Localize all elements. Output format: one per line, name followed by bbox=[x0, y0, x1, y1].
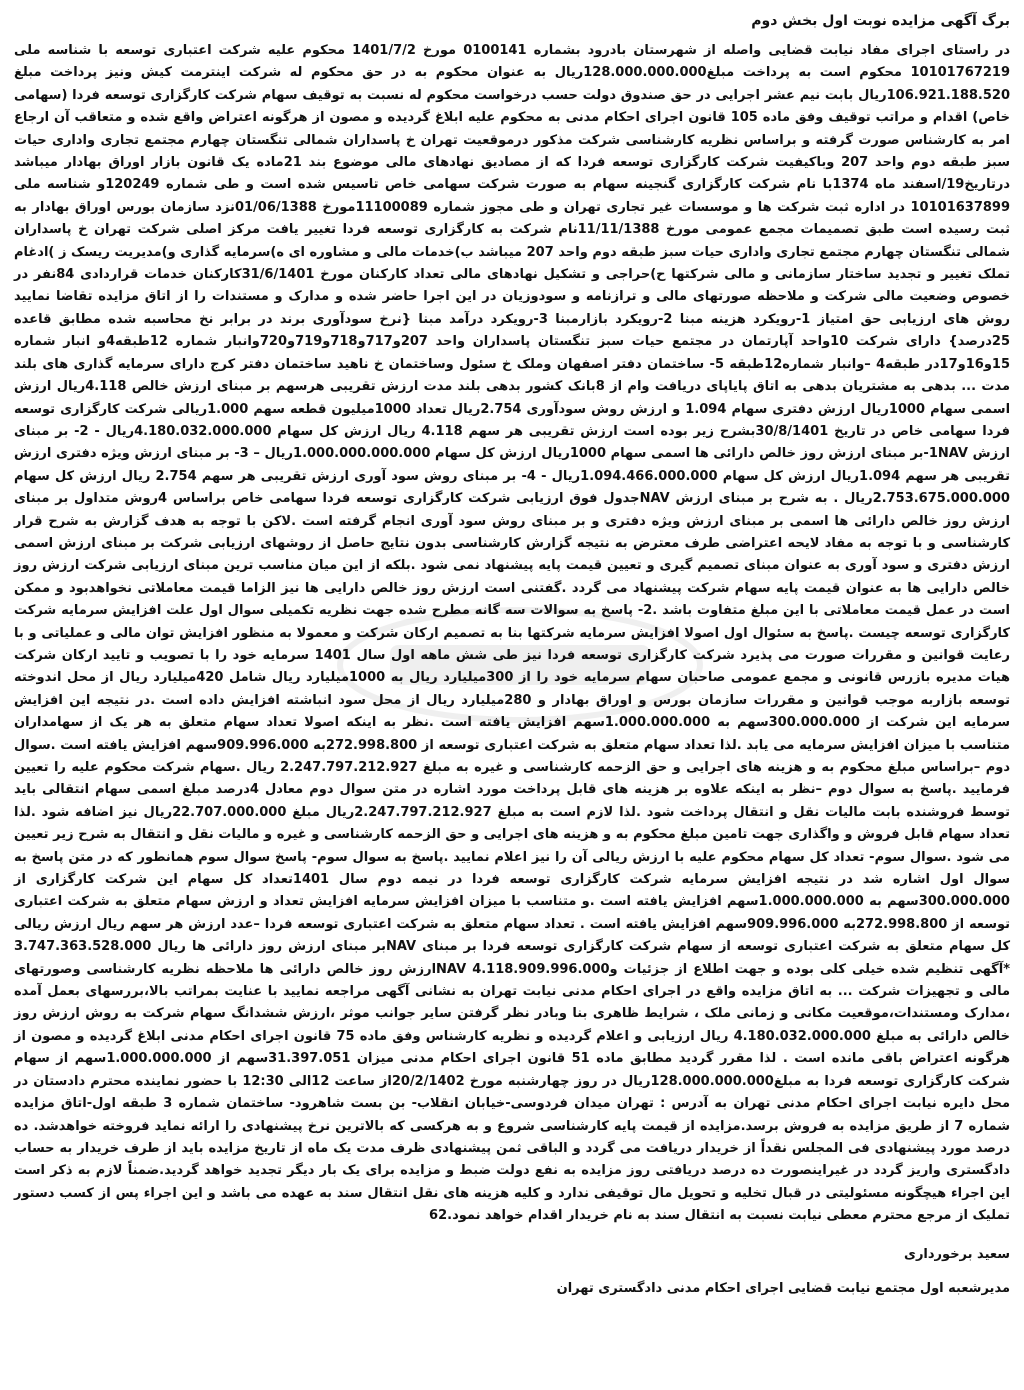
notice-body: در راستای اجرای مفاد نیابت قضایی واصله از شهرستان بادرود بشماره 0100141 مورخ 1401/7/2 محکوم علیه شرکت اعتباری توسعه با شناسه ملی 10101767219 محکوم است به پرداخت مبلغ128.000.000.000ریال به عنوان محکوم به در حق محکوم له شرکت اینترمت کیش ونیز پرداخت مبلغ 106.921.188.520ریال بابت نیم عشر اجرایی در حق صندوق دولت حسب درخواست محکوم له نسبت به توقیف سهام شرکت کارگزاری توسعه فردا (سهامی خاص) اقدام و مراتب توقیف وفق ماده 105 قانون اجرای احکام مدنی به محکوم علیه ابلاغ گردیده و مصون از هرگونه اعتراض واقع شده و متعاقب آن ارجاع امر به کارشناس صورت گرفته و براساس نظریه کارشناسی شرکت مذکور درموقعیت تهران خ پاسداران شمالی تنگستان چهارم مجتمع تجاری واداری حیات سبز طبقه دوم واحد 207 وباکیفیت شرکت کارگزاری توسعه فردا که از مصادیق نهادهای مالی موضوع بند 21ماده یک قانون بازار اوراق بهادار میباشد درتاریخ19/اسفند ماه 1374با نام شرکت کارگزاری گنجینه سهام به صورت شرکت سهامی خاص تاسیس شده است و طی شماره 120249و شناسه ملی 10101637899 در اداره ثبت شرکت ها و موسسات غیر تجاری تهران و طی مجوز شماره 11100089مورخ 01/06/1388نزد سازمان بورس اوراق بهادار به ثبت رسیده است طبق تصمیمات مجمع عمومی مورخ 11/11/1388نام شرکت به کارگزاری توسعه فردا تغییر یافت مرکز اصلی شرکت تهران خ پاسداران شمالی تنگستان چهارم مجتمع تجاری واداری حیات سبز طبقه دوم واحد 207 میباشد ب)خدمات مالی و مشاوره ای ه)سرمایه گذاری و)مدیریت ریسک ز )ادغام تملک تغییر و تجدید ساختار سازمانی و مالی شرکتها ح)حراجی و تشکیل نهادهای مالی تعداد کارکنان مورخ 31/6/1401کارکنان خدمات قراردادی 84نفر در خصوص وضعیت مالی شرکت و ملاحظه صورتهای مالی و ترازنامه و سودوزیان در این اجرا حاضر شده و مدارک و مستندات را از اتاق مزایده تقاضا نمایید روش های ارزیابی حق امتیاز 1-رویکرد هزینه مبنا 2-رویکرد بازارمبنا 3-رویکرد درآمد مبنا {نرخ سودآوری برند در برابر نخ محاسبه شده مطابق قاعده 25درصد} دارای شرکت 10واحد آپارتمان در مجتمع حیات سبز تنگستان پاسداران واحد 207و717و718و719و720وانبار شماره 12طبقه4و انبار شماره 15و16و17در طبقه4 –وانبار شماره12طبقه 5- ساختمان دفتر اصفهان وملک خ سئول وساختمان خ ناهید ساختمان دفتر کرج دارای سرمایه گذاری های بلند مدت ... بدهی به مشتریان بدهی به اتاق پایاپای دریافت وام از 8بانک کشور بدهی بلند مدت ارزش تقریبی هرسهم بر مبنای ارزش خالص 4.118ریال ارزش اسمی سهام 1000ریال ارزش دفتری سهام 1.094 و ارزش روش سودآوری 2.754ریال تعداد 1000میلیون قطعه سهم 1.000ریالی شرکت کارگزاری توسعه فردا سهامی خاص در تاریخ 30/8/1401بشرح زیر بوده است ارزش تقریبی هر سهم 4.118 ریال ارزش کل سهام 4.180.032.000.000ریال - 2- بر مبنای ارزش 1NAV-بر مبنای ارزش روز خالص دارائی ها اسمی سهام 1000ریال ارزش کل سهام 1.000.000.000.000ریال – 3- بر مبنای ارزش ویژه دفتری ارزش تقریبی هر سهم 1.094ریال ارزش کل سهام 1.094.466.000.000ریال - 4- بر مبنای روش سود آوری ارزش تقریبی هر سهم 2.754 ریال ارزش کل سهام 2.753.675.000.000ریال . به شرح بر مبنای ارزش NAVجدول فوق ارزیابی شرکت کارگزاری توسعه فردا سهامی خاص براساس 4روش متداول بر مبنای ارزش روز خالص دارائی ها اسمی بر مبنای ارزش ویژه دفتری و بر مبنای روش سود آوری انجام گرفته است .لاکن با توجه به هدف گزارش به شرح قرار کارشناسی و با توجه به مفاد لایحه اعتراضی طرف معترض به نتیجه گزارش کارشناسی بدون نتایج حاصل از روشهای ارزیابی شرکت بر مبنای ارزش اسمی ارزش دفتری و سود آوری به عنوان مبنای تصمیم گیری و تعیین قیمت پایه پیشنهاد نمی شود .بلکه از این میان مناسب ترین مبنای ارزیابی شرکت ارزش روز خالص دارایی ها به عنوان قیمت پایه سهام شرکت پیشنهاد می گردد .گفتنی است ارزش روز خالص دارایی ها نیز الزاما قیمت معاملاتی نخواهدبود و ممکن است در عمل قیمت معاملاتی با این مبلغ متفاوت باشد .2- پاسخ به سوالات سه گانه مطرح شده جهت نظریه تکمیلی سوال اول علت افزایش سرمایه شرکت کارگزاری توسعه چیست .پاسخ به سئوال اول اصولا افزایش سرمایه شرکتها بنا به تصمیم ارکان شرکت و معمولا به منظور افزایش توان مالی و عملیاتی و با رعایت قوانین و مقررات صورت می پذیرد شرکت کارگزاری توسعه فردا نیز طی شش ماهه اول سال 1401 سرمایه خود را با تصویب و تایید ارکان شرکت هیات مدیره بازرس قانونی و مجمع عمومی صاحبان سهام سرمایه خود را از 300میلیارد ریال به 1000میلیارد ریال شامل 420میلیارد ریال از محل اندوخته توسعه بازاربه موجب قوانین و مقررات سازمان بورس و اوراق بهادار و 280میلیارد ریال از محل سود انباشته افزایش داده است .در نتیجه این افزایش سرمایه این شرکت از 300.000.000سهم به 1.000.000.000سهم افزایش یافته است .نظر به اینکه اصولا تعداد سهام متعلق به هر یک از سهامداران متناسب با میزان افزایش سرمایه می یابد .لذا تعداد سهام متعلق به شرکت اعتباری توسعه از 272.998.800به 909.996.000سهم افزایش یافته است .سوال دوم –براساس مبلغ محکوم به و هزینه های اجرایی و حق الزحمه کارشناسی و غیره به مبلغ 2.247.797.212.927 ریال .سهام شرکت محکوم علیه را تعیین فرمایید .پاسخ به سوال دوم –نظر به اینکه علاوه بر هزینه های قابل پرداخت مورد اشاره در متن سوال دوم معادل 4درصد مبلغ اسمی سهام انتقالی باید توسط فروشنده بابت مالیات نقل و انتقال پرداخت شود .لذا لازم است به مبلغ 2.247.797.212.927ریال مبلغ 22.707.000.000ریال نیز اضافه شود .لذا تعداد سهام قابل فروش و واگذاری جهت تامین مبلغ محکوم به و هزینه های اجرایی و حق الزحمه کارشناسی و غیره و مالیات نقل و انتقال به شرح زیر تعیین می شود .سوال سوم- تعداد کل سهام محکوم علیه با ارزش ریالی آن را نیز اعلام نمایید .پاسخ به سوال سوم- پاسخ سوال سوم همانطور که در متن پاسخ به سوال اول اشاره شد در نتیجه افزایش سرمایه شرکت کارگزاری توسعه فردا در نیمه دوم سال 1401تعداد کل سهام این شرکت کارگزاری از 300.000.000سهم به 1.000.000.000سهم افزایش یافته است .و متناسب با میزان افزایش سرمایه افزایش تعداد و ارزش سهام متعلق به شرکت اعتباری توسعه از 272.998.800به 909.996.000سهم افزایش یافته است . تعداد سهام متعلق به شرکت اعتباری توسعه فردا –عدد ارزش هر سهم ریال ارزش ریالی کل سهام متعلق به شرکت اعتباری توسعه از سهام شرکت کارگزاری توسعه فردا بر مبنای NAVبر مبنای ارزش روز دارائی ها ریال 3.747.363.528.000 *آگهی تنظیم شده خیلی کلی بوده و جهت اطلاع از جزئیات و4.118.909.996.000 NAVارزش روز خالص دارائی ها ملاحظه نظریه کارشناسی وصورتهای مالی و تجهیزات شرکت ... به اتاق مزایده واقع در اجرای احکام مدنی نیابت تهران به نشانی آگهی مراجعه نمایید با عنایت بمراتب بالا،بررسهای بعمل آمده ،مدارک ومستندات،موقعیت مکانی و زمانی ملک ، شرایط ظاهری بنا وبادر نظر گرفتن سایر جوانب موثر ،ارزش ششدانگ سهام شرکت به روش ارزش روز خالص دارائی به مبلغ 4.180.032.000.000 ریال ارزیابی و اعلام گردیده و نظریه کارشناس وفق ماده 75 قانون اجرای احکام مدنی ابلاغ گردیده و مصون از هرگونه اعتراض باقی مانده است . لذا مقرر گردید مطابق ماده 51 قانون اجرای احکام مدنی میزان 31.397.051سهم از 1.000.000.000سهم از سهام شرکت کارگزاری توسعه فردا به مبلغ128.000.000.000ریال در روز چهارشنبه مورخ 20/2/1402از ساعت 12الی 12:30 با حضور نماینده محترم دادستان در محل دایره نیابت اجرای احکام مدنی تهران به آدرس : تهران میدان فردوسی-خیابان انقلاب- بن بست شاهرود- ساختمان شماره 3 طبقه اول-اتاق مزایده شماره 7 از طریق مزایده به فروش برسد.مزایده از قیمت پایه کارشناسی شروع و به هرکسی که بالاترین نرخ پیشنهادی را ارائه نماید فروخته خواهدشد. ده درصد مورد پیشنهادی فی المجلس نقداً از خریدار دریافت می گردد و الباقی ثمن پیشنهادی ظرف مدت یک ماه از تاریخ مزایده باید از طرف خریدار به حساب دادگستری واریز گردد در غیراینصورت ده درصد دریافتی روز مزایده به نفع دولت ضبط و مزایده برای یک بار دیگر تجدید خواهد گردید.ضمناً لازم به ذکر است این اجراء هیچگونه مسئولیتی در قبال تخلیه و تحویل مال توقیفی ندارد و کلیه هزینه های نقل انتقال سند به عهده می باشد و این اجراء پس از کسب دستور تملیک از مرجع محترم معطی نیابت نسبت به انتقال سند به نام خریدار اقدام خواهد نمود.62 bbox=[14, 43, 1011, 1224]
signer-name: سعید برخورداری bbox=[904, 1246, 1010, 1262]
signature-block bbox=[14, 1242, 1010, 1302]
notice-title: برگ آگهی مزایده نوبت اول بخش دوم bbox=[751, 13, 1010, 29]
signer-title: مدیرشعبه اول مجتمع نیابت قضایی اجرای احکام مدنی دادگستری تهران bbox=[556, 1280, 1010, 1296]
